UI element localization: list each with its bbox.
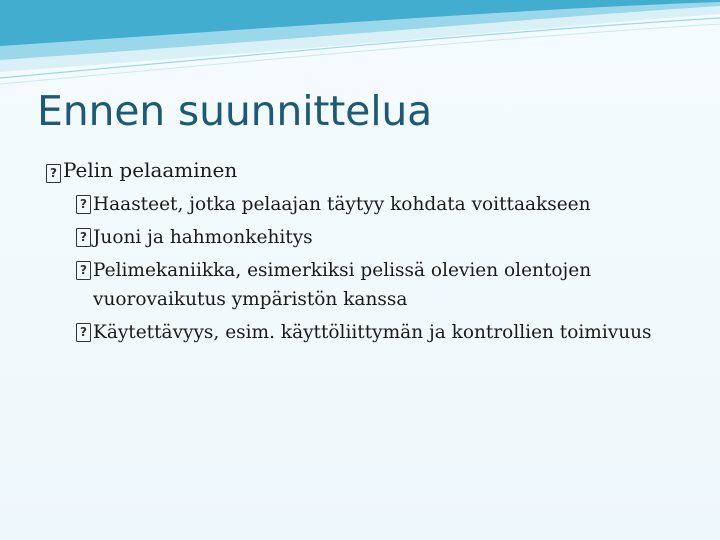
bullet-level2-text: Haasteet, jotka pelaajan täytyy kohdata voittaakseen [93, 194, 591, 215]
bullet-level2-text: Pelimekaniikka, esimerkiksi pelissä olevien olentojen vuorovaikutus ympäristön kanssa [93, 260, 592, 310]
bullet-level2 [76, 223, 696, 252]
bullet-icon: ? [76, 261, 91, 280]
bullet-level2-text: Käytettävyys, esim. käyttöliittymän ja kontrollien toimivuus [93, 322, 652, 343]
bullet-icon: ? [76, 323, 91, 342]
bullet-icon: ? [76, 228, 91, 247]
bullet-level2-text: Juoni ja hahmonkehitys [93, 227, 313, 248]
bullet-level1-text: Pelin pelaaminen [63, 158, 238, 182]
bullet-level2 [76, 318, 696, 347]
header-wave-decoration [0, 0, 720, 90]
bullet-level2 [76, 256, 696, 314]
bullet-level2 [76, 190, 696, 219]
slide-title: Ennen suunnittelua [37, 87, 433, 135]
bullet-level1 [46, 154, 696, 186]
bullet-level2-list [76, 190, 696, 347]
bullet-icon: ? [46, 164, 61, 183]
slide-content [46, 154, 696, 351]
bullet-icon: ? [76, 195, 91, 214]
